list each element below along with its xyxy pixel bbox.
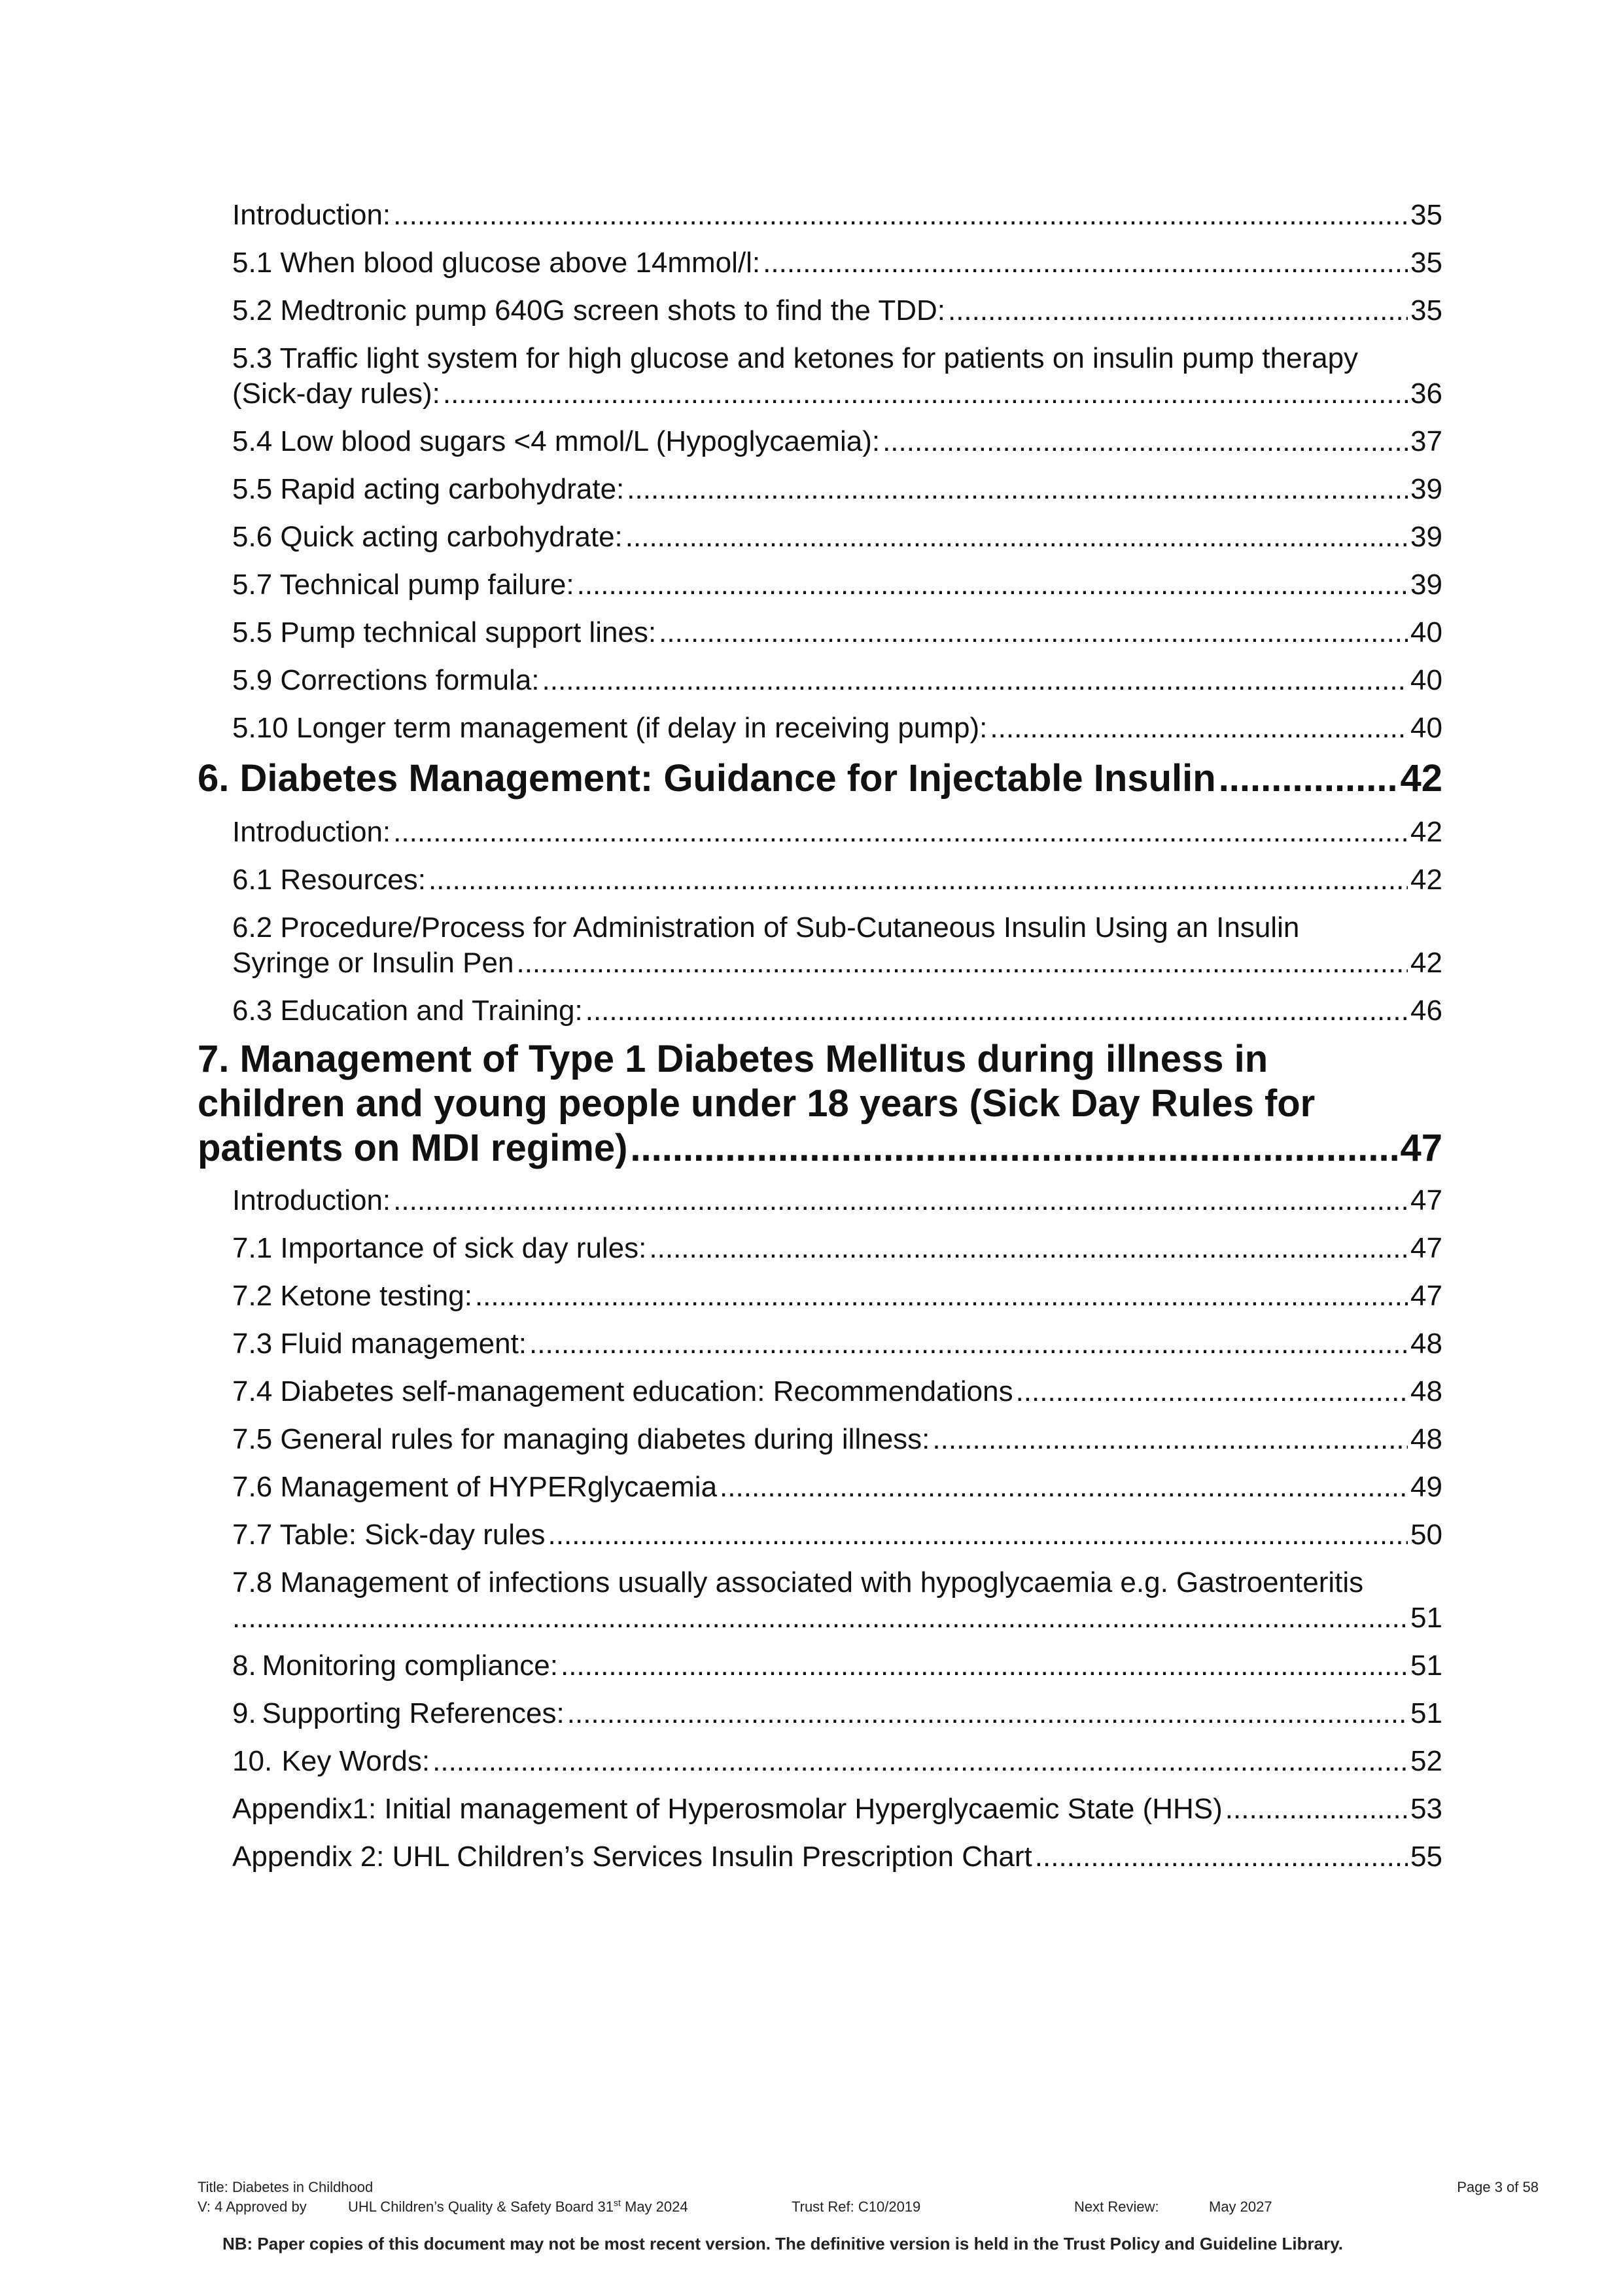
toc-entry-title: 7.1 Importance of sick day rules: [232,1232,647,1264]
toc-entry[interactable] [232,1231,1442,1266]
toc-entry-number: 10. [232,1745,273,1777]
toc-entry[interactable] [232,663,1442,698]
page-number: Page 3 of 58 [1457,2179,1539,2195]
toc-entry[interactable] [232,1326,1442,1362]
toc-entry[interactable] [232,1696,1442,1731]
toc-entry-title: 7.2 Ketone testing: [232,1280,472,1312]
toc-heading-page: 42 [1400,757,1442,800]
toc-entry[interactable] [232,1839,1442,1875]
toc-heading-page: 47 [1400,1127,1442,1169]
toc-entry[interactable] [232,472,1442,507]
leader-dots [1225,1792,1408,1827]
toc-entry-title: 5.4 Low blood sugars <4 mmol/L (Hypoglycaemia): [232,425,881,457]
toc-entry-page: 37 [1410,425,1442,457]
toc-entry-page: 35 [1410,199,1442,231]
toc-entry[interactable] [232,520,1442,555]
leader-dots [428,862,1408,898]
leader-dots [720,1470,1408,1505]
toc-entry-title: 5.2 Medtronic pump 640G screen shots to find the TDD: [232,294,945,327]
toc-heading-title: patients on MDI regime) [198,1127,628,1169]
toc-entry-title: 7.3 Fluid management: [232,1328,527,1360]
toc-entry-title-line: 5.3 Traffic light system for high glucose and ketones for patients on insulin pump therapy [232,342,1359,374]
leader-dots [882,424,1408,459]
toc-entry-title: Introduction: [232,199,391,231]
toc-entry-title: 6.1 Resources: [232,864,426,896]
leader-dots [763,245,1408,281]
toc-entry[interactable] [232,245,1442,281]
leader-dots [659,615,1408,650]
toc-entry-title: Supporting References: [262,1697,565,1729]
toc-entry-page: 49 [1410,1471,1442,1503]
leader-dots [1219,756,1398,801]
toc-entry-page: 39 [1410,521,1442,553]
toc-entry-page: 47 [1410,1280,1442,1312]
toc-entry-page: 51 [1410,1650,1442,1682]
toc-entry[interactable] [232,815,1442,850]
toc-entry-title: Introduction: [232,816,391,848]
next-review-label: Next Review: [1074,2199,1159,2215]
toc-entry-page: 47 [1410,1184,1442,1216]
leader-dots [1035,1839,1408,1875]
toc-entry-number: 8. [232,1650,256,1682]
leader-dots [393,198,1408,233]
leader-dots [393,1183,1408,1218]
toc-entry-page: 52 [1410,1745,1442,1777]
toc-entry-page: 39 [1410,473,1442,505]
toc-entry-title-line: 7.8 Management of infections usually associated with hypoglycaemia e.g. Gastroenteritis [232,1566,1364,1598]
toc-entry-page: 46 [1410,995,1442,1027]
toc-entry[interactable] [232,198,1442,233]
toc-entry[interactable] [232,711,1442,746]
toc-entry-title: 5.7 Technical pump failure: [232,569,574,601]
toc-entry[interactable] [232,1648,1442,1684]
leader-dots [542,663,1408,698]
toc-entry[interactable] [232,862,1442,898]
toc-entry-page: 51 [1410,1697,1442,1729]
toc-entry-title: 5.5 Rapid acting carbohydrate: [232,473,625,505]
leader-dots [627,472,1408,507]
toc-entry-page: 53 [1410,1793,1442,1825]
leader-dots [630,1126,1397,1171]
document-title: Title: Diabetes in Childhood [198,2179,374,2195]
toc-entry-title: 7.7 Table: Sick-day rules [232,1519,546,1551]
toc-entry-title: 5.1 When blood glucose above 14mmol/l: [232,247,761,279]
toc-entry-title: Monitoring compliance: [262,1650,558,1682]
toc-entry-page: 42 [1410,947,1442,979]
toc-entry-page: 47 [1410,1232,1442,1264]
approval-board: UHL Children’s Quality & Safety Board 31st May 2024 [348,2197,688,2215]
toc-section-heading[interactable] [198,756,1442,801]
toc-entry[interactable] [232,1565,1442,1636]
toc-entry-title: 7.5 General rules for managing diabetes during illness: [232,1423,930,1455]
toc-entry[interactable] [232,1374,1442,1409]
toc-entry-page: 40 [1410,712,1442,744]
toc-entry-title: Appendix1: Initial management of Hyperosmolar Hyperglycaemic State (HHS) [232,1793,1223,1825]
toc-entry-page: 36 [1410,378,1442,410]
toc-entry-title: 7.4 Diabetes self-management education: Recommendations [232,1375,1013,1407]
toc-entry[interactable] [232,1183,1442,1218]
trust-ref: Trust Ref: C10/2019 [792,2199,921,2215]
toc-heading-title: 6. Diabetes Management: Guidance for Injectable Insulin [198,757,1216,800]
toc-entry[interactable] [232,1517,1442,1553]
toc-entry-title: Introduction: [232,1184,391,1216]
toc-entry-title-line: 6.2 Procedure/Process for Administration of Sub-Cutaneous Insulin Using an Insulin [232,911,1300,944]
toc-entry-title: Key Words: [281,1745,430,1777]
toc-entry[interactable] [232,1470,1442,1505]
toc-entry[interactable] [232,1279,1442,1314]
toc-entry-title: 5.6 Quick acting carbohydrate: [232,521,623,553]
toc-entry[interactable] [232,1422,1442,1457]
leader-dots [529,1326,1408,1362]
toc-entry-title: 6.3 Education and Training: [232,995,583,1027]
leader-dots [585,993,1408,1029]
toc-entry-page: 48 [1410,1328,1442,1360]
leader-dots [548,1517,1408,1553]
leader-dots [232,1600,1408,1636]
disclaimer-note: NB: Paper copies of this document may not be most recent version. The definitive version is held in the Trust Policy and Guideline Library. [222,2234,1343,2253]
toc-entry-title: 7.6 Management of HYPERglycaemia [232,1471,718,1503]
toc-entry-page: 42 [1410,864,1442,896]
toc-entry[interactable] [232,567,1442,603]
toc-entry[interactable] [232,910,1442,981]
toc-entry-title: 5.5 Pump technical support lines: [232,616,657,648]
page-footer [198,2179,1539,2253]
leader-dots [567,1696,1408,1731]
toc-entry-page: 48 [1410,1375,1442,1407]
toc-entry-page: 55 [1410,1841,1442,1873]
toc-entry[interactable] [232,615,1442,650]
toc-entry[interactable] [232,1792,1442,1827]
leader-dots [649,1231,1408,1266]
leader-dots [393,815,1408,850]
toc-entry-title: Syringe or Insulin Pen [232,947,514,979]
toc-entry-page: 40 [1410,616,1442,648]
toc-entry-title: (Sick-day rules): [232,378,440,410]
toc-entry[interactable] [232,424,1442,459]
leader-dots [1016,1374,1408,1409]
leader-dots [432,1744,1408,1779]
leader-dots [577,567,1408,603]
toc-entry-page: 50 [1410,1519,1442,1551]
toc-heading-line: 7. Management of Type 1 Diabetes Mellitus during illness in [198,1038,1268,1080]
leader-dots [948,293,1408,328]
toc-entry-page: 51 [1410,1602,1442,1634]
leader-dots [932,1422,1408,1457]
toc-entry[interactable] [232,1744,1442,1779]
leader-dots [625,520,1408,555]
toc-entry-page: 35 [1410,294,1442,327]
next-review-date: May 2027 [1209,2199,1272,2215]
toc-section-heading[interactable] [198,1037,1442,1171]
toc-entry-title: 5.10 Longer term management (if delay in receiving pump): [232,712,988,744]
toc-entry[interactable] [232,293,1442,328]
toc-entry-page: 48 [1410,1423,1442,1455]
version-label: V: 4 Approved by [198,2199,307,2215]
toc-entry-page: 40 [1410,664,1442,696]
toc-entry-title: Appendix 2: UHL Children’s Services Insulin Prescription Chart [232,1841,1032,1873]
toc-heading-line: children and young people under 18 years (Sick Day Rules for [198,1082,1316,1125]
toc-entry-title: 5.9 Corrections formula: [232,664,540,696]
toc-entry-page: 35 [1410,247,1442,279]
toc-entry-number: 9. [232,1697,256,1729]
leader-dots [475,1279,1408,1314]
toc-entry-page: 39 [1410,569,1442,601]
toc-entry[interactable] [232,993,1442,1029]
leader-dots [561,1648,1408,1684]
toc-entry-page: 42 [1410,816,1442,848]
leader-dots [516,945,1408,981]
toc-entry[interactable] [232,341,1442,412]
leader-dots [990,711,1408,746]
leader-dots [443,376,1408,412]
